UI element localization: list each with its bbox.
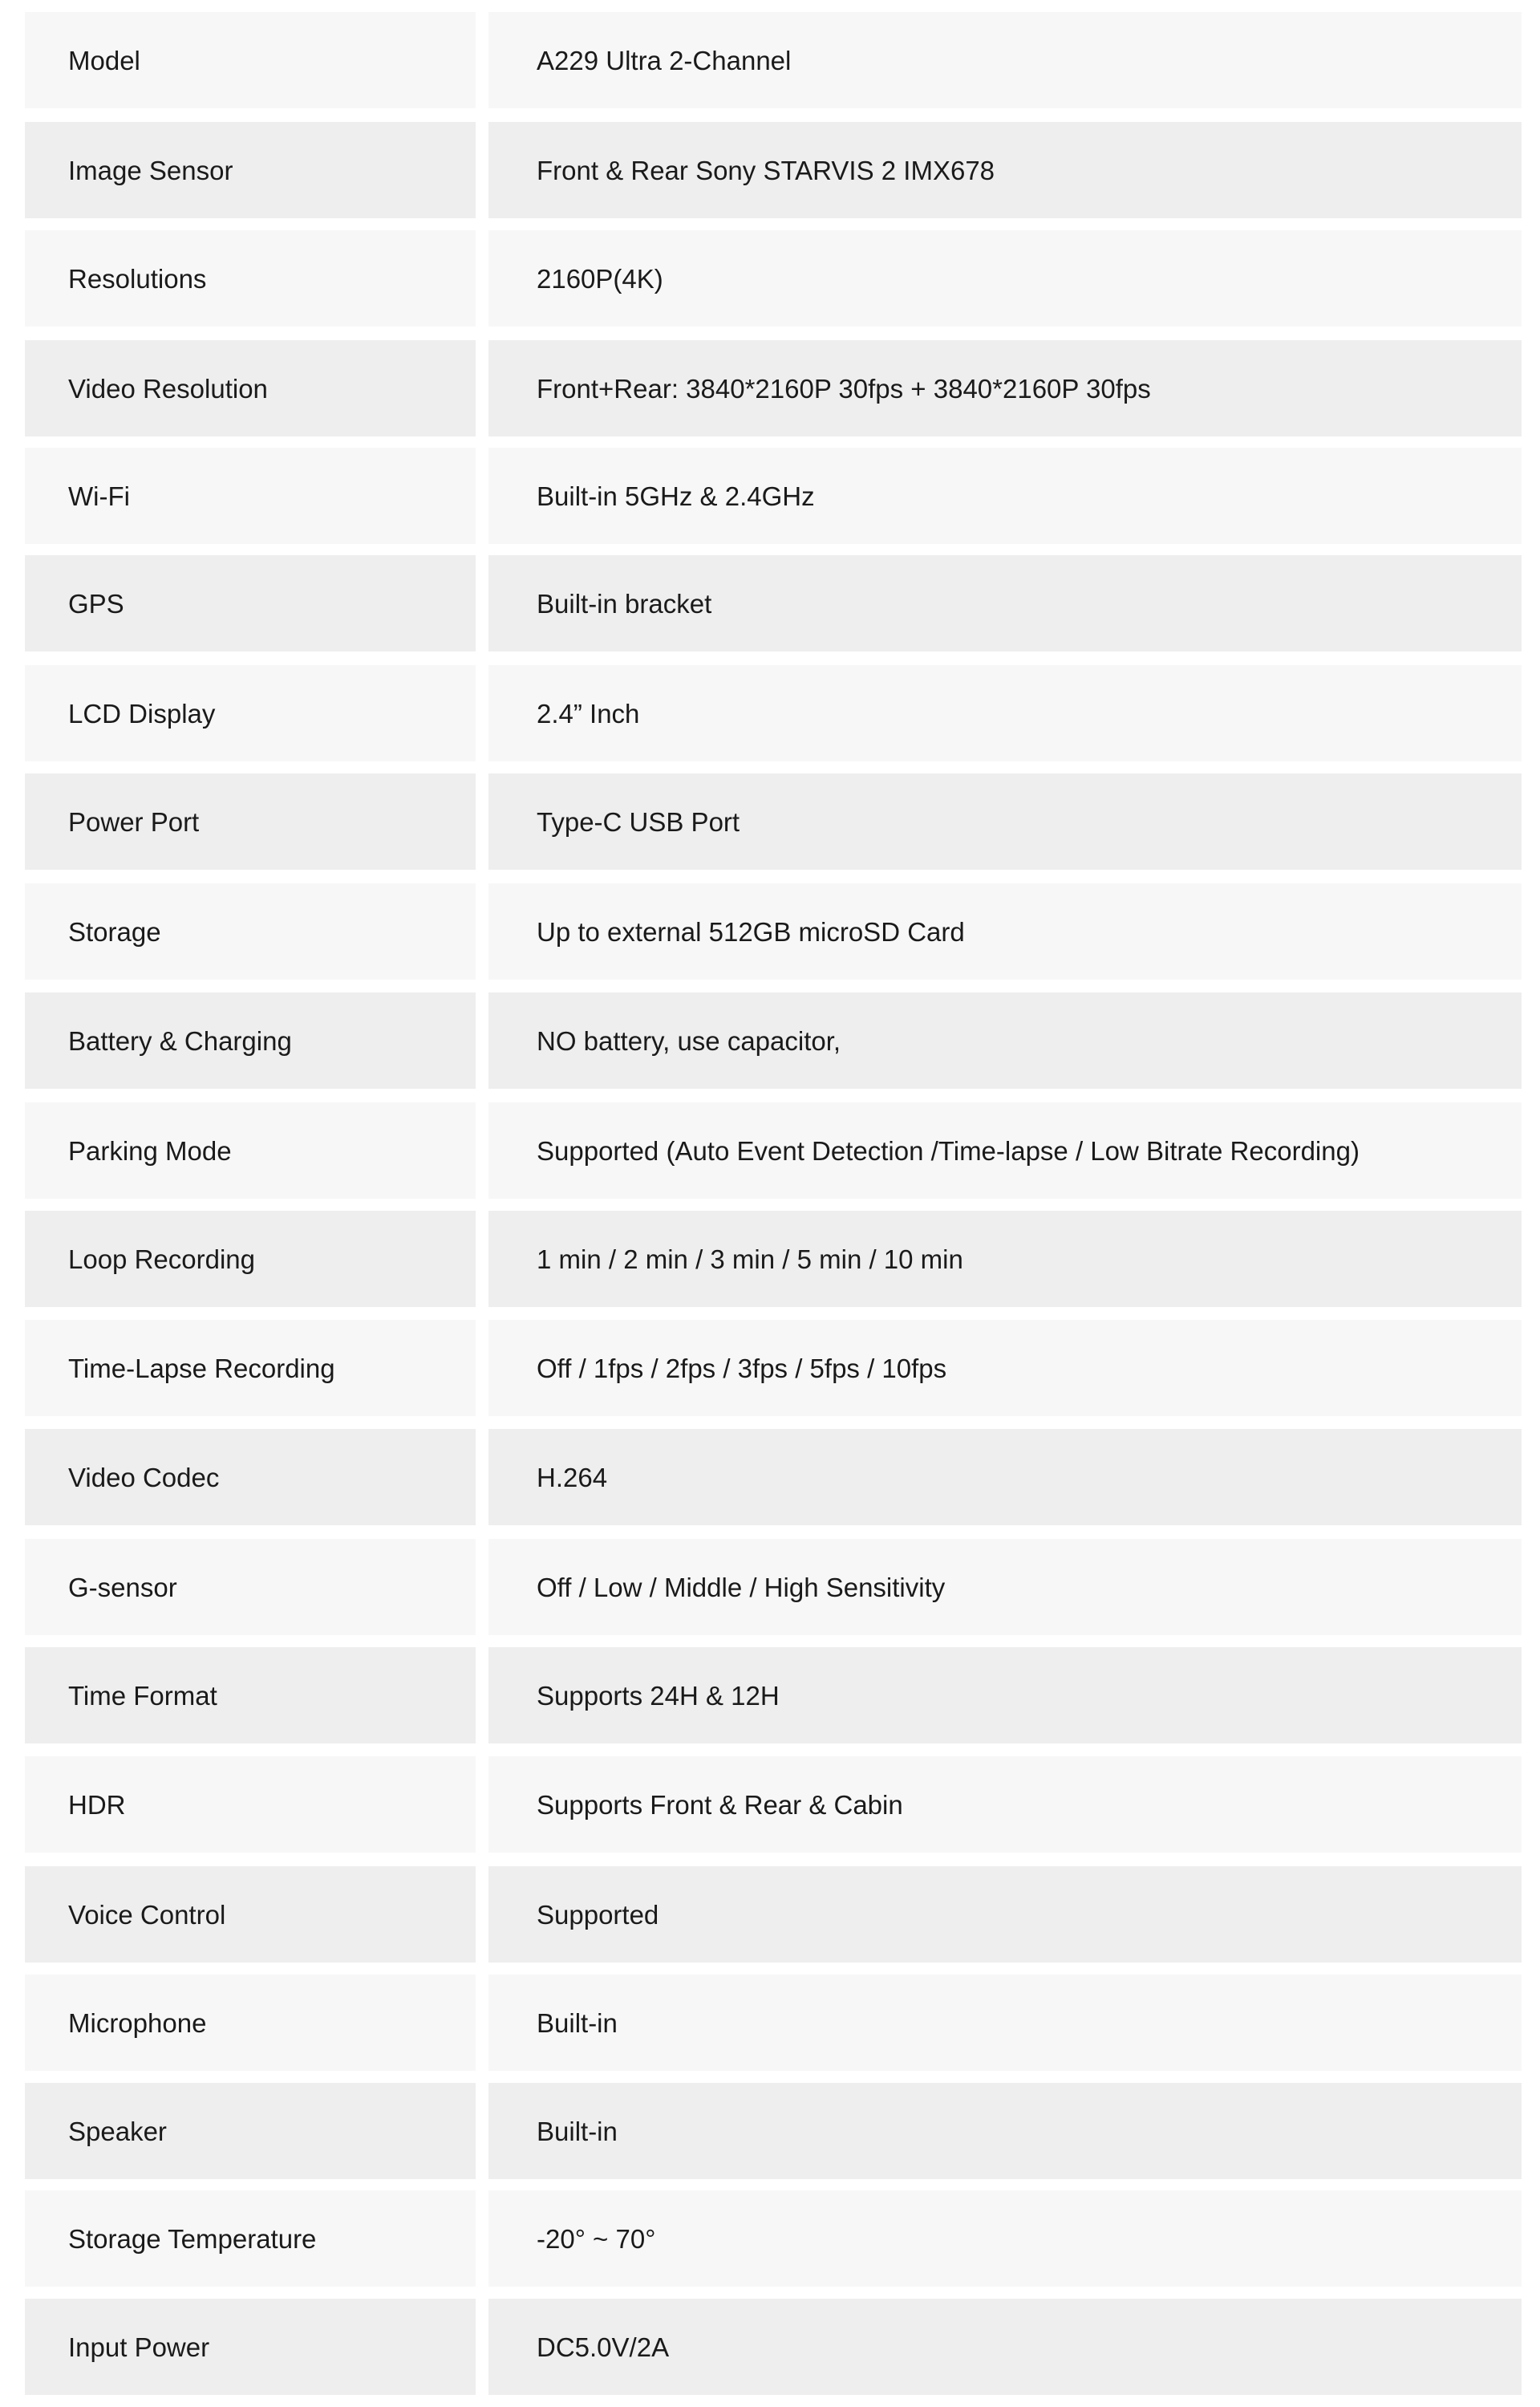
spec-value: Up to external 512GB microSD Card (488, 883, 1522, 980)
spec-label: Parking Mode (25, 1102, 476, 1199)
spec-row-gps (0, 555, 1540, 651)
spec-value: Front & Rear Sony STARVIS 2 IMX678 (488, 122, 1522, 218)
spec-value: Supported (Auto Event Detection /Time-lapse / Low Bitrate Recording) (488, 1102, 1522, 1199)
spec-row-battery-charging (0, 992, 1540, 1089)
spec-row-voice-control (0, 1866, 1540, 1963)
spec-row-loop-recording (0, 1211, 1540, 1307)
spec-label: Image Sensor (25, 122, 476, 218)
spec-label: Battery & Charging (25, 992, 476, 1089)
spec-value: H.264 (488, 1429, 1522, 1525)
spec-label: Speaker (25, 2083, 476, 2179)
spec-label: Resolutions (25, 230, 476, 327)
spec-label: Video Codec (25, 1429, 476, 1525)
spec-value: Supported (488, 1866, 1522, 1963)
spec-value: Off / 1fps / 2fps / 3fps / 5fps / 10fps (488, 1320, 1522, 1416)
spec-value: A229 Ultra 2-Channel (488, 12, 1522, 108)
spec-label: Time Format (25, 1647, 476, 1743)
spec-value: Built-in 5GHz & 2.4GHz (488, 448, 1522, 544)
spec-row-wifi (0, 448, 1540, 544)
spec-row-resolutions (0, 230, 1540, 327)
spec-value: Front+Rear: 3840*2160P 30fps + 3840*2160P 30fps (488, 340, 1522, 436)
spec-value: Built-in (488, 2083, 1522, 2179)
spec-row-lcd-display (0, 665, 1540, 761)
spec-row-image-sensor (0, 122, 1540, 218)
spec-value: NO battery, use capacitor, (488, 992, 1522, 1089)
spec-row-microphone (0, 1975, 1540, 2071)
spec-label: LCD Display (25, 665, 476, 761)
spec-label: Microphone (25, 1975, 476, 2071)
spec-value: 2.4” Inch (488, 665, 1522, 761)
spec-row-time-lapse-recording (0, 1320, 1540, 1416)
spec-row-power-port (0, 773, 1540, 870)
spec-label: Voice Control (25, 1866, 476, 1963)
spec-row-input-power (0, 2299, 1540, 2395)
spec-label: Loop Recording (25, 1211, 476, 1307)
spec-label: Storage Temperature (25, 2190, 476, 2287)
spec-label: Power Port (25, 773, 476, 870)
spec-value: Type-C USB Port (488, 773, 1522, 870)
spec-value: -20° ~ 70° (488, 2190, 1522, 2287)
spec-label: Storage (25, 883, 476, 980)
spec-row-storage (0, 883, 1540, 980)
spec-value: Built-in bracket (488, 555, 1522, 651)
spec-label: GPS (25, 555, 476, 651)
spec-value: 2160P(4K) (488, 230, 1522, 327)
spec-row-speaker (0, 2083, 1540, 2179)
spec-label: Wi-Fi (25, 448, 476, 544)
spec-label: Input Power (25, 2299, 476, 2395)
spec-row-storage-temperature (0, 2190, 1540, 2287)
spec-label: G-sensor (25, 1539, 476, 1635)
spec-label: HDR (25, 1756, 476, 1853)
spec-value: Supports Front & Rear & Cabin (488, 1756, 1522, 1853)
spec-label: Model (25, 12, 476, 108)
spec-row-video-resolution (0, 340, 1540, 436)
spec-value: DC5.0V/2A (488, 2299, 1522, 2395)
spec-row-time-format (0, 1647, 1540, 1743)
spec-label: Video Resolution (25, 340, 476, 436)
spec-row-parking-mode (0, 1102, 1540, 1199)
spec-value: Built-in (488, 1975, 1522, 2071)
spec-row-video-codec (0, 1429, 1540, 1525)
spec-value: 1 min / 2 min / 3 min / 5 min / 10 min (488, 1211, 1522, 1307)
spec-value: Off / Low / Middle / High Sensitivity (488, 1539, 1522, 1635)
spec-label: Time-Lapse Recording (25, 1320, 476, 1416)
spec-value: Supports 24H & 12H (488, 1647, 1522, 1743)
spec-row-model (0, 12, 1540, 108)
spec-row-g-sensor (0, 1539, 1540, 1635)
spec-row-hdr (0, 1756, 1540, 1853)
